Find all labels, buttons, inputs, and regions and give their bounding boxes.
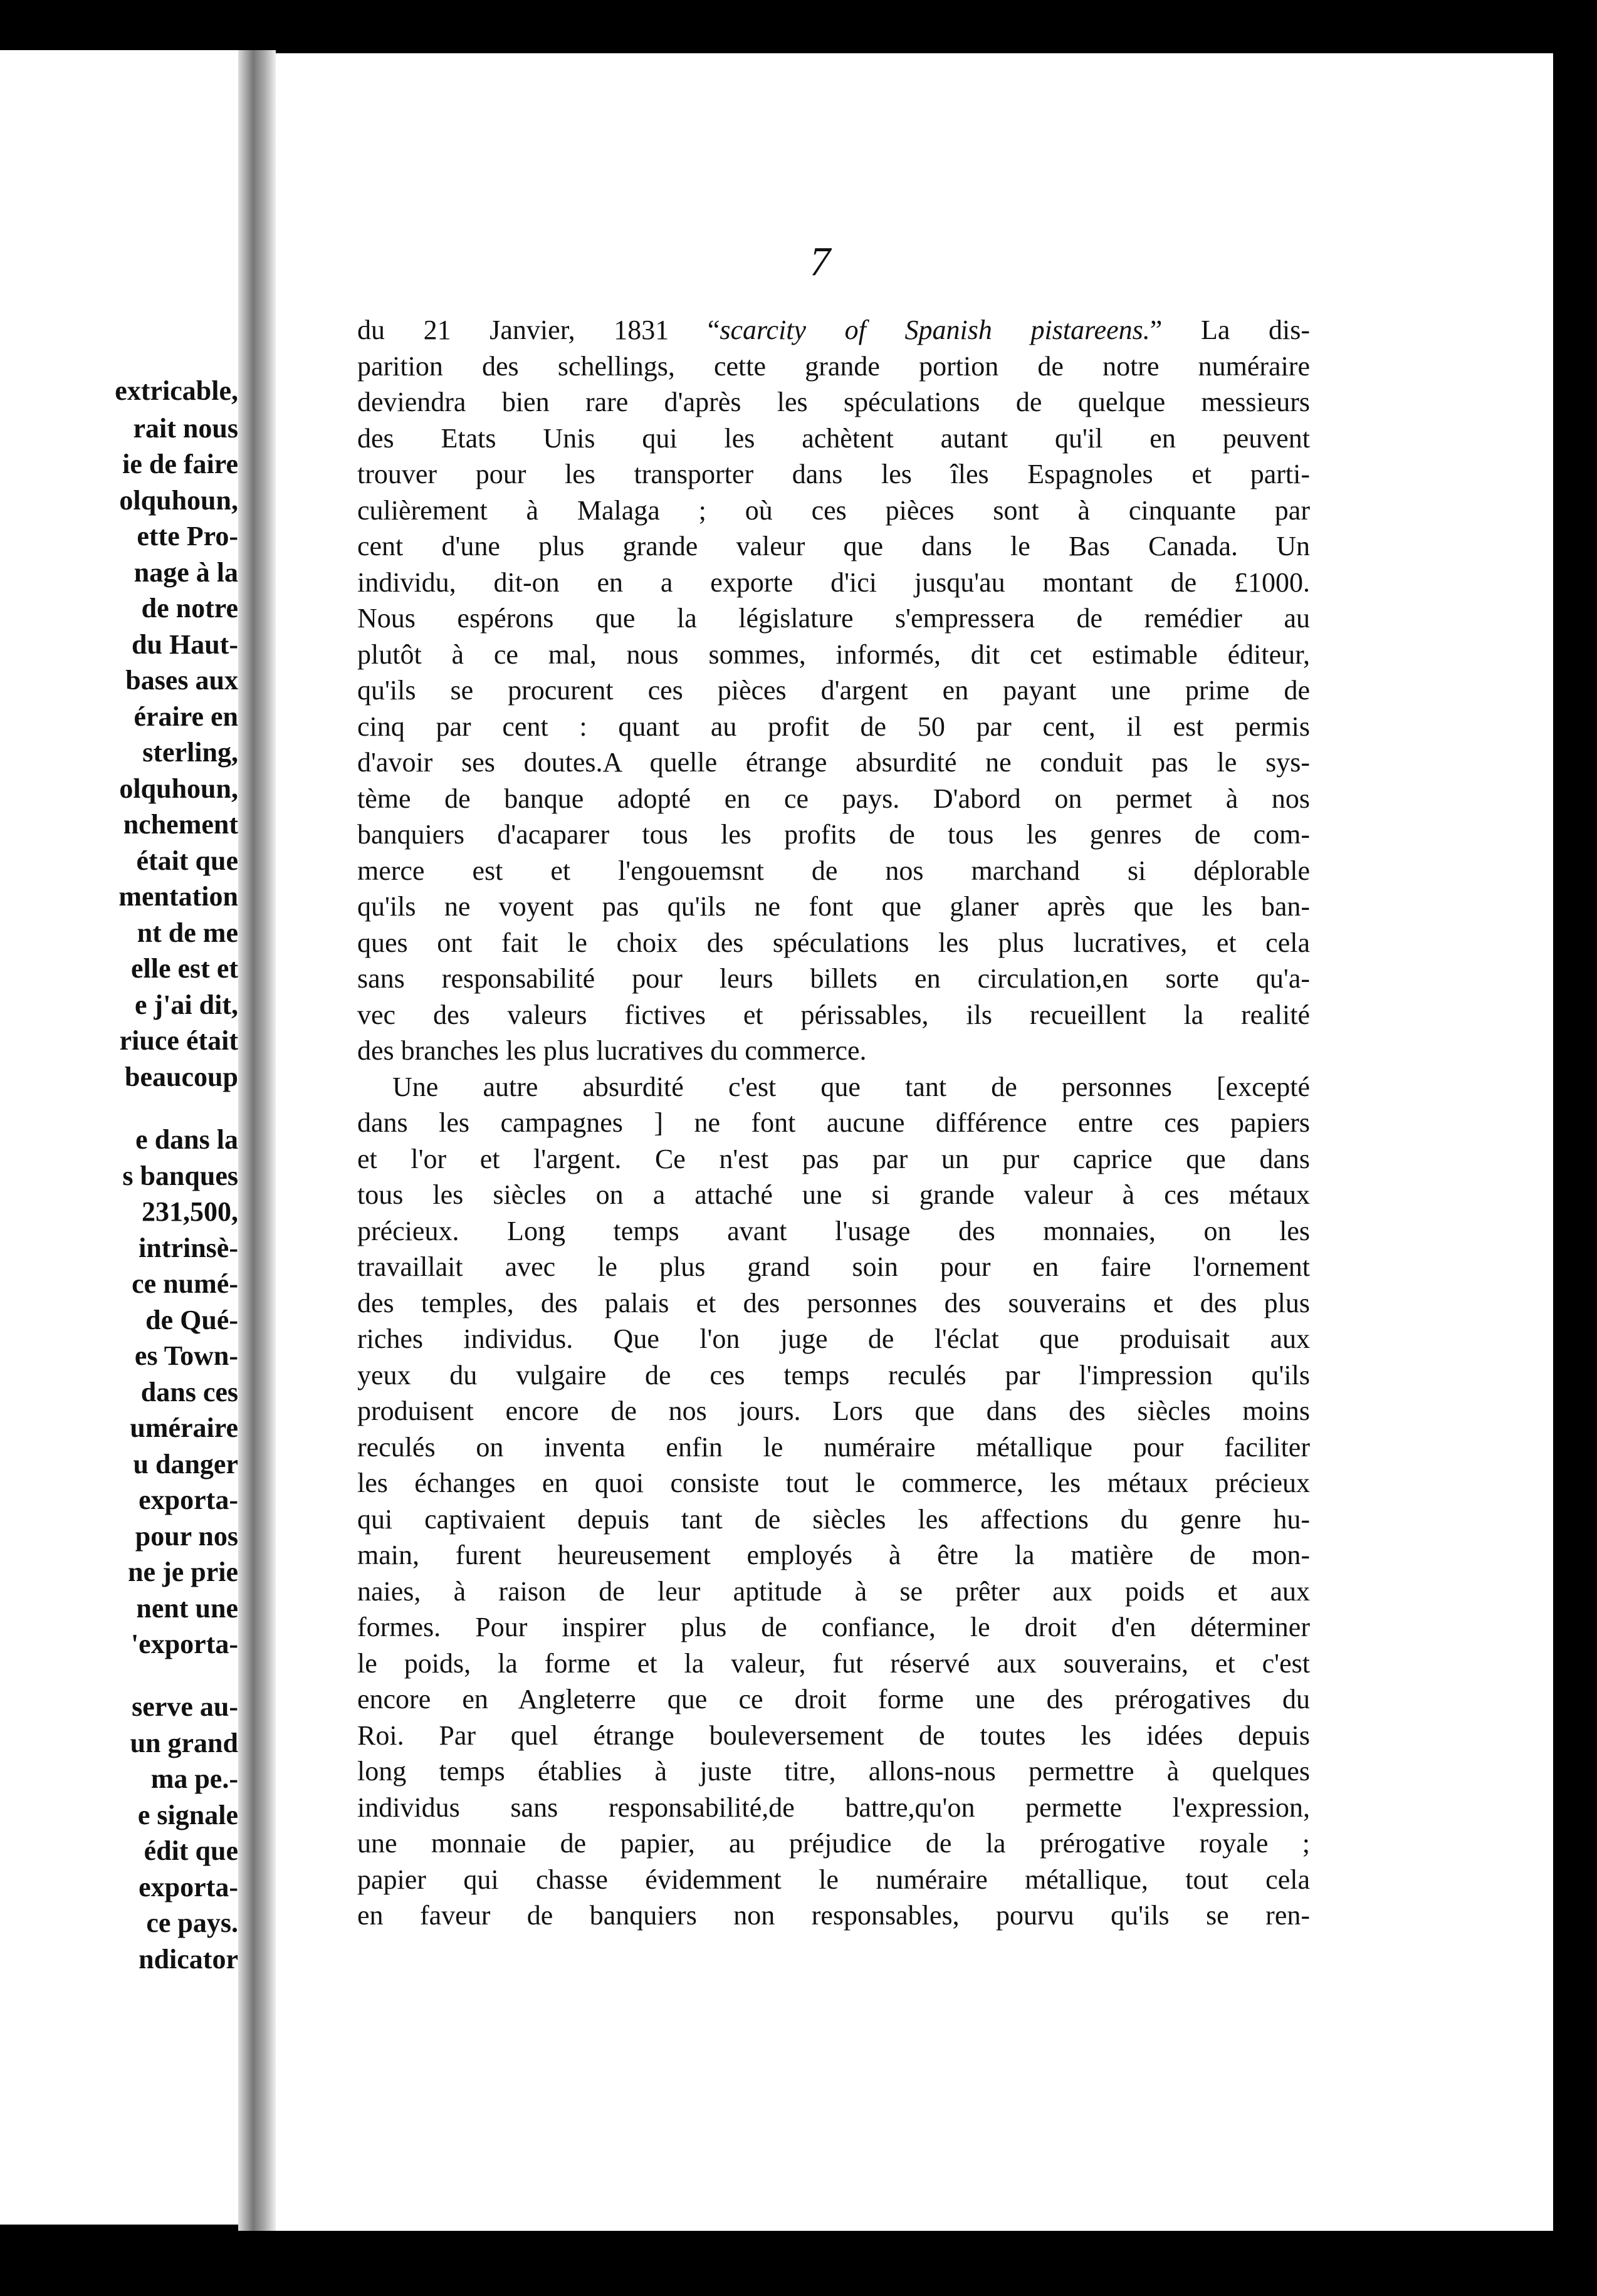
facing-page-line: un grand — [130, 1728, 238, 1758]
body-text — [357, 312, 1310, 1934]
facing-page-line: uméraire — [130, 1412, 238, 1443]
text-line: culièrement à Malaga ; où ces pièces sont à cinquante par — [357, 494, 1310, 526]
text-line: qui captivaient depuis tant de siècles les affections du genre hu- — [357, 1503, 1310, 1535]
facing-page-line: bases aux — [125, 665, 238, 696]
text-line: yeux du vulgaire de ces temps reculés par l'impression qu'ils — [357, 1359, 1310, 1391]
facing-page-line: e dans la — [135, 1124, 238, 1155]
line-suffix: ” La dis- — [1149, 315, 1310, 345]
text-line: papier qui chasse évidemment le numéraire métallique, tout cela — [357, 1864, 1310, 1895]
facing-page-line: e j'ai dit, — [135, 989, 238, 1020]
text-line: ques ont fait le choix des spéculations les plus lucratives, et cela — [357, 927, 1310, 958]
facing-page-line: de Qué- — [145, 1305, 238, 1335]
text-line: des Etats Unis qui les achètent autant qu'il en peuvent — [357, 422, 1310, 454]
paragraph — [357, 312, 1310, 1069]
text-line: deviendra bien rare d'après les spéculations de quelque messieurs — [357, 387, 1310, 417]
text-line: Nous espérons que la législature s'empressera de remédier au — [357, 603, 1310, 634]
text-line: parition des schellings, cette grande portion de notre numéraire — [357, 350, 1310, 382]
facing-page-line: était que — [136, 845, 238, 876]
facing-page-fragment — [0, 50, 238, 2225]
facing-page-line: nt de me — [137, 917, 238, 948]
facing-page-line: u danger — [133, 1449, 238, 1479]
text-line: merce est et l'engouemsnt de nos marchand si déplorable — [357, 855, 1310, 886]
text-line: encore en Angleterre que ce droit forme une des prérogatives du — [357, 1684, 1310, 1714]
book-gutter — [238, 50, 276, 2231]
facing-page-line: mentation — [118, 881, 238, 912]
facing-page-line: exporta- — [139, 1872, 238, 1902]
text-line: trouver pour les transporter dans les îles Espagnoles et parti- — [357, 459, 1310, 489]
facing-page-line: éraire en — [134, 701, 238, 732]
text-line: formes. Pour inspirer plus de confiance, le droit d'en déterminer — [357, 1612, 1310, 1642]
facing-page-line: ndicator — [139, 1944, 238, 1975]
text-line: qu'ils se procurent ces pièces d'argent en payant une prime de — [357, 675, 1310, 706]
text-line: qu'ils ne voyent pas qu'ils ne font que glaner après que les ban- — [357, 891, 1310, 922]
facing-page-line: édit que — [144, 1835, 238, 1866]
facing-page-line: olquhoun, — [119, 485, 238, 516]
text-line: vec des valeurs fictives et périssables, ils recueillent la realité — [357, 999, 1310, 1030]
facing-page-line: riuce était — [119, 1025, 238, 1056]
facing-page-line: sterling, — [142, 737, 238, 768]
text-line: les échanges en quoi consiste tout le commerce, les métaux précieux — [357, 1468, 1310, 1498]
facing-page-line: de notre — [141, 593, 238, 624]
text-line: des branches les plus lucratives du commerce. — [357, 1035, 867, 1066]
text-line: et l'or et l'argent. Ce n'est pas par un pur caprice que dans — [357, 1143, 1310, 1174]
text-line: individu, dit-on en a exporte d'ici jusqu'au montant de £1000. — [357, 566, 1310, 598]
facing-page-line: nent une — [136, 1593, 238, 1624]
text-line: sans responsabilité pour leurs billets en circulation,en sorte qu'a- — [357, 963, 1310, 994]
text-line: reculés on inventa enfin le numéraire métallique pour faciliter — [357, 1431, 1310, 1463]
italic-quote: scarcity of Spanish pistareens. — [720, 315, 1150, 345]
text-line: plutôt à ce mal, nous sommes, informés, dit cet estimable éditeur, — [357, 639, 1310, 670]
facing-page-line: nage à la — [134, 557, 238, 588]
text-line: cinq par cent : quant au profit de 50 par cent, il est permis — [357, 711, 1310, 742]
facing-page-line: s banques — [122, 1161, 238, 1191]
text-line: précieux. Long temps avant l'usage des monnaies, on les — [357, 1215, 1310, 1246]
facing-page-line: du Haut- — [132, 629, 238, 660]
facing-page-line: serve au- — [132, 1691, 238, 1722]
facing-page-line: extricable, — [115, 375, 238, 406]
facing-page-line: exporta- — [139, 1485, 238, 1515]
facing-page-line: elle est et — [131, 953, 238, 984]
text-line: naies, à raison de leur aptitude à se prêter aux poids et aux — [357, 1575, 1310, 1607]
text-line: cent d'une plus grande valeur que dans le Bas Canada. Un — [357, 531, 1310, 561]
text-line: d'avoir ses doutes.A quelle étrange absurdité ne conduit pas le sys- — [357, 747, 1310, 778]
facing-page-line: ette Pro- — [137, 521, 238, 551]
facing-page-line: olquhoun, — [119, 773, 238, 804]
facing-page-line: ce numé- — [132, 1268, 238, 1299]
facing-page-line: intrinsè- — [139, 1233, 238, 1263]
facing-page-line: es Town- — [134, 1340, 238, 1371]
text-line: riches individus. Que l'on juge de l'éclat que produisait aux — [357, 1323, 1310, 1354]
text-line: produisent encore de nos jours. Lors que dans des siècles moins — [357, 1396, 1310, 1426]
text-line: Une autre absurdité c'est que tant de personnes [excepté — [392, 1071, 1310, 1102]
facing-page-line: nchement — [123, 809, 238, 840]
facing-page-line: e signale — [137, 1800, 238, 1830]
facing-page-line: dans ces — [140, 1377, 238, 1407]
text-line: main, furent heureusement employés à être la matière de mon- — [357, 1540, 1310, 1570]
text-line: le poids, la forme et la valeur, fut réservé aux souverains, et c'est — [357, 1647, 1310, 1679]
facing-page-line: ce pays. — [146, 1907, 238, 1938]
facing-page-line: ne je prie — [128, 1557, 238, 1587]
facing-page-line: pour nos — [135, 1521, 238, 1552]
text-line: tous les siècles on a attaché une si grande valeur à ces métaux — [357, 1179, 1310, 1210]
text-line: dans les campagnes ] ne font aucune différence entre ces papiers — [357, 1107, 1310, 1138]
text-line: des temples, des palais et des personnes des souverains et des plus — [357, 1287, 1310, 1318]
facing-page-line: ma pe.- — [150, 1763, 238, 1794]
text-line: travaillait avec le plus grand soin pour en faire l'ornement — [357, 1251, 1310, 1282]
text-line: en faveur de banquiers non responsables, pourvu qu'ils se ren- — [357, 1900, 1310, 1931]
text-line: Roi. Par quel étrange bouleversement de toutes les idées depuis — [357, 1719, 1310, 1751]
paragraph — [357, 1069, 1310, 1934]
facing-page-line: 'exporta- — [130, 1629, 238, 1659]
facing-page-line: rait nous — [133, 413, 238, 444]
text-line: long temps établies à juste titre, allons-nous permettre à quelques — [357, 1756, 1310, 1787]
text-line — [357, 312, 1310, 348]
page-number: 7 — [810, 239, 830, 284]
text-line: tème de banque adopté en ce pays. D'abord on permet à nos — [357, 783, 1310, 814]
facing-page-line: beaucoup — [125, 1062, 238, 1092]
line-prefix: du 21 Janvier, 1831 “ — [357, 315, 720, 345]
text-line: individus sans responsabilité,de battre,qu'on permette l'expression, — [357, 1792, 1310, 1823]
text-line: banquiers d'acaparer tous les profits de tous les genres de com- — [357, 819, 1310, 850]
text-line: une monnaie de papier, au préjudice de la prérogative royale ; — [357, 1828, 1310, 1859]
facing-page-line: 231,500, — [142, 1196, 238, 1227]
facing-page-line: ie de faire — [122, 449, 238, 479]
